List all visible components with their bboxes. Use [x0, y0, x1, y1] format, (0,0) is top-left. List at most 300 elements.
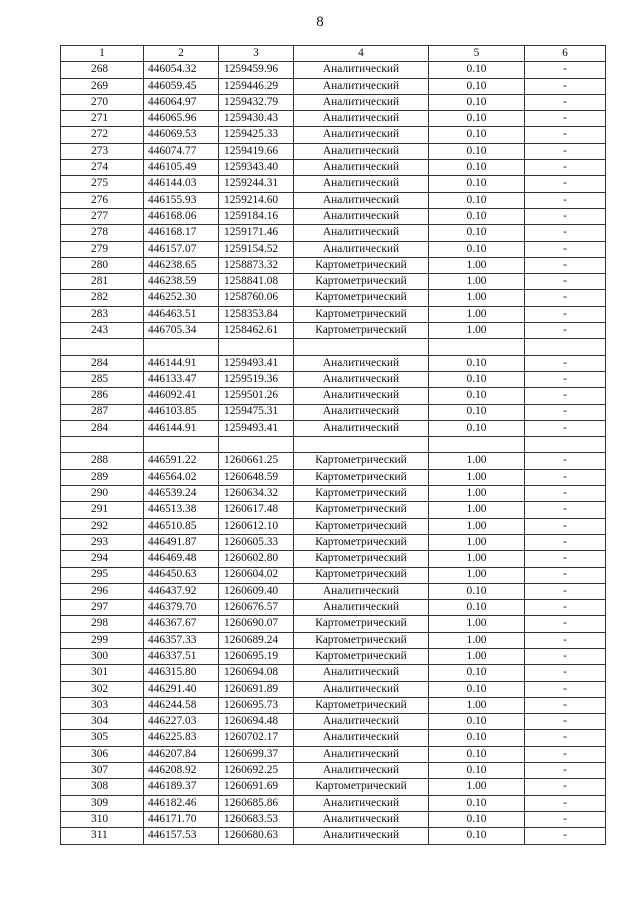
- y-coordinate-cell: [219, 339, 294, 355]
- y-coordinate-cell: 1258841.08: [219, 274, 294, 290]
- point-number-cell: 284: [61, 355, 144, 371]
- accuracy-cell: 1.00: [429, 567, 525, 583]
- header-cell: 5: [429, 46, 525, 62]
- y-coordinate-cell: 1260694.48: [219, 714, 294, 730]
- x-coordinate-cell: 446513.38: [144, 502, 219, 518]
- table-row: [61, 306, 606, 322]
- method-cell: Аналитический: [294, 78, 429, 94]
- method-cell: Аналитический: [294, 828, 429, 844]
- accuracy-cell: 0.10: [429, 420, 525, 436]
- x-coordinate-cell: 446144.03: [144, 176, 219, 192]
- point-number-cell: 268: [61, 62, 144, 78]
- y-coordinate-cell: 1259214.60: [219, 192, 294, 208]
- extra-cell: -: [525, 404, 606, 420]
- table-row: [61, 371, 606, 387]
- method-cell: Картометрический: [294, 502, 429, 518]
- extra-cell: -: [525, 94, 606, 110]
- method-cell: Аналитический: [294, 730, 429, 746]
- method-cell: Аналитический: [294, 208, 429, 224]
- x-coordinate-cell: 446463.51: [144, 306, 219, 322]
- x-coordinate-cell: 446182.46: [144, 795, 219, 811]
- table-row: [61, 241, 606, 257]
- extra-cell: [525, 339, 606, 355]
- x-coordinate-cell: 446103.85: [144, 404, 219, 420]
- y-coordinate-cell: 1260699.37: [219, 746, 294, 762]
- point-number-cell: 298: [61, 616, 144, 632]
- accuracy-cell: 1.00: [429, 551, 525, 567]
- extra-cell: -: [525, 697, 606, 713]
- accuracy-cell: 1.00: [429, 323, 525, 339]
- table-body: [61, 46, 606, 845]
- y-coordinate-cell: 1260692.25: [219, 763, 294, 779]
- extra-cell: -: [525, 779, 606, 795]
- method-cell: Картометрический: [294, 274, 429, 290]
- accuracy-cell: 0.10: [429, 143, 525, 159]
- table-row: [61, 714, 606, 730]
- method-cell: Аналитический: [294, 811, 429, 827]
- accuracy-cell: 0.10: [429, 795, 525, 811]
- accuracy-cell: 1.00: [429, 697, 525, 713]
- point-number-cell: 307: [61, 763, 144, 779]
- table-row: [61, 62, 606, 78]
- table-row: [61, 111, 606, 127]
- header-cell: 1: [61, 46, 144, 62]
- y-coordinate-cell: 1260689.24: [219, 632, 294, 648]
- accuracy-cell: 0.10: [429, 746, 525, 762]
- y-coordinate-cell: [219, 437, 294, 453]
- header-cell: 2: [144, 46, 219, 62]
- accuracy-cell: 0.10: [429, 763, 525, 779]
- method-cell: Картометрический: [294, 779, 429, 795]
- y-coordinate-cell: 1260676.57: [219, 600, 294, 616]
- y-coordinate-cell: 1259154.52: [219, 241, 294, 257]
- table-row: [61, 779, 606, 795]
- extra-cell: -: [525, 453, 606, 469]
- extra-cell: -: [525, 388, 606, 404]
- method-cell: Аналитический: [294, 62, 429, 78]
- header-cell: 6: [525, 46, 606, 62]
- y-coordinate-cell: 1260661.25: [219, 453, 294, 469]
- point-number-cell: 303: [61, 697, 144, 713]
- extra-cell: -: [525, 486, 606, 502]
- accuracy-cell: [429, 339, 525, 355]
- x-coordinate-cell: 446491.87: [144, 534, 219, 550]
- table-row: [61, 811, 606, 827]
- method-cell: Аналитический: [294, 681, 429, 697]
- y-coordinate-cell: 1260691.89: [219, 681, 294, 697]
- accuracy-cell: 1.00: [429, 779, 525, 795]
- accuracy-cell: 0.10: [429, 665, 525, 681]
- y-coordinate-cell: 1258873.32: [219, 257, 294, 273]
- table-row: [61, 665, 606, 681]
- extra-cell: -: [525, 274, 606, 290]
- accuracy-cell: 1.00: [429, 502, 525, 518]
- method-cell: [294, 437, 429, 453]
- point-number-cell: 284: [61, 420, 144, 436]
- y-coordinate-cell: 1259519.36: [219, 371, 294, 387]
- accuracy-cell: 0.10: [429, 111, 525, 127]
- table-row: [61, 795, 606, 811]
- accuracy-cell: 1.00: [429, 534, 525, 550]
- x-coordinate-cell: 446225.83: [144, 730, 219, 746]
- table-row: [61, 388, 606, 404]
- x-coordinate-cell: 446469.48: [144, 551, 219, 567]
- table-row: [61, 502, 606, 518]
- y-coordinate-cell: 1259244.31: [219, 176, 294, 192]
- y-coordinate-cell: 1260617.48: [219, 502, 294, 518]
- y-coordinate-cell: 1260683.53: [219, 811, 294, 827]
- point-number-cell: 295: [61, 567, 144, 583]
- accuracy-cell: 1.00: [429, 306, 525, 322]
- table-row: [61, 828, 606, 844]
- y-coordinate-cell: 1260695.73: [219, 697, 294, 713]
- x-coordinate-cell: 446133.47: [144, 371, 219, 387]
- method-cell: Картометрический: [294, 648, 429, 664]
- table-row: [61, 469, 606, 485]
- point-number-cell: 275: [61, 176, 144, 192]
- method-cell: Картометрический: [294, 551, 429, 567]
- accuracy-cell: 0.10: [429, 371, 525, 387]
- x-coordinate-cell: 446157.07: [144, 241, 219, 257]
- x-coordinate-cell: 446564.02: [144, 469, 219, 485]
- point-number-cell: 291: [61, 502, 144, 518]
- method-cell: Аналитический: [294, 714, 429, 730]
- method-cell: Аналитический: [294, 111, 429, 127]
- x-coordinate-cell: 446157.53: [144, 828, 219, 844]
- table-header-row: [61, 46, 606, 62]
- table-row: [61, 486, 606, 502]
- extra-cell: -: [525, 811, 606, 827]
- method-cell: Картометрический: [294, 290, 429, 306]
- extra-cell: -: [525, 355, 606, 371]
- extra-cell: -: [525, 551, 606, 567]
- method-cell: Картометрический: [294, 616, 429, 632]
- y-coordinate-cell: 1259343.40: [219, 160, 294, 176]
- point-number-cell: 300: [61, 648, 144, 664]
- accuracy-cell: 1.00: [429, 453, 525, 469]
- y-coordinate-cell: 1259419.66: [219, 143, 294, 159]
- method-cell: Аналитический: [294, 355, 429, 371]
- y-coordinate-cell: 1260680.63: [219, 828, 294, 844]
- method-cell: [294, 339, 429, 355]
- y-coordinate-cell: 1259430.43: [219, 111, 294, 127]
- extra-cell: -: [525, 241, 606, 257]
- y-coordinate-cell: 1260702.17: [219, 730, 294, 746]
- extra-cell: -: [525, 225, 606, 241]
- extra-cell: -: [525, 714, 606, 730]
- table-row: [61, 697, 606, 713]
- x-coordinate-cell: 446539.24: [144, 486, 219, 502]
- table-row: [61, 339, 606, 355]
- x-coordinate-cell: [144, 339, 219, 355]
- x-coordinate-cell: 446064.97: [144, 94, 219, 110]
- extra-cell: -: [525, 371, 606, 387]
- accuracy-cell: 1.00: [429, 290, 525, 306]
- table-row: [61, 143, 606, 159]
- y-coordinate-cell: 1260604.02: [219, 567, 294, 583]
- x-coordinate-cell: [144, 437, 219, 453]
- table-row: [61, 518, 606, 534]
- accuracy-cell: 0.10: [429, 127, 525, 143]
- x-coordinate-cell: 446171.70: [144, 811, 219, 827]
- x-coordinate-cell: 446379.70: [144, 600, 219, 616]
- y-coordinate-cell: 1258760.06: [219, 290, 294, 306]
- table-row: [61, 192, 606, 208]
- accuracy-cell: 1.00: [429, 518, 525, 534]
- y-coordinate-cell: 1260694.08: [219, 665, 294, 681]
- accuracy-cell: 0.10: [429, 62, 525, 78]
- header-cell: 4: [294, 46, 429, 62]
- table-row: [61, 437, 606, 453]
- point-number-cell: 274: [61, 160, 144, 176]
- accuracy-cell: 0.10: [429, 404, 525, 420]
- method-cell: Картометрический: [294, 469, 429, 485]
- point-number-cell: 271: [61, 111, 144, 127]
- point-number-cell: 301: [61, 665, 144, 681]
- extra-cell: -: [525, 290, 606, 306]
- extra-cell: -: [525, 828, 606, 844]
- table-row: [61, 551, 606, 567]
- extra-cell: -: [525, 78, 606, 94]
- point-number-cell: 296: [61, 583, 144, 599]
- table-row: [61, 763, 606, 779]
- y-coordinate-cell: 1260605.33: [219, 534, 294, 550]
- point-number-cell: 306: [61, 746, 144, 762]
- extra-cell: -: [525, 420, 606, 436]
- x-coordinate-cell: 446705.34: [144, 323, 219, 339]
- accuracy-cell: [429, 437, 525, 453]
- table-row: [61, 534, 606, 550]
- y-coordinate-cell: 1259184.16: [219, 208, 294, 224]
- y-coordinate-cell: 1260690.07: [219, 616, 294, 632]
- method-cell: Аналитический: [294, 192, 429, 208]
- method-cell: Аналитический: [294, 371, 429, 387]
- extra-cell: -: [525, 567, 606, 583]
- accuracy-cell: 0.10: [429, 828, 525, 844]
- table-row: [61, 208, 606, 224]
- point-number-cell: 279: [61, 241, 144, 257]
- x-coordinate-cell: 446291.40: [144, 681, 219, 697]
- y-coordinate-cell: 1259459.96: [219, 62, 294, 78]
- method-cell: Картометрический: [294, 697, 429, 713]
- extra-cell: -: [525, 632, 606, 648]
- point-number-cell: 243: [61, 323, 144, 339]
- accuracy-cell: 0.10: [429, 600, 525, 616]
- extra-cell: -: [525, 176, 606, 192]
- method-cell: Аналитический: [294, 176, 429, 192]
- method-cell: Картометрический: [294, 534, 429, 550]
- point-number-cell: 269: [61, 78, 144, 94]
- accuracy-cell: 1.00: [429, 274, 525, 290]
- table-row: [61, 583, 606, 599]
- extra-cell: -: [525, 763, 606, 779]
- extra-cell: -: [525, 127, 606, 143]
- x-coordinate-cell: 446450.63: [144, 567, 219, 583]
- accuracy-cell: 1.00: [429, 632, 525, 648]
- point-number-cell: 276: [61, 192, 144, 208]
- x-coordinate-cell: 446207.84: [144, 746, 219, 762]
- method-cell: Аналитический: [294, 127, 429, 143]
- point-number-cell: [61, 339, 144, 355]
- page-number: 8: [316, 14, 324, 30]
- method-cell: Аналитический: [294, 143, 429, 159]
- method-cell: Картометрический: [294, 567, 429, 583]
- y-coordinate-cell: 1259432.79: [219, 94, 294, 110]
- x-coordinate-cell: 446367.67: [144, 616, 219, 632]
- method-cell: Картометрический: [294, 486, 429, 502]
- method-cell: Картометрический: [294, 453, 429, 469]
- extra-cell: -: [525, 665, 606, 681]
- table-row: [61, 404, 606, 420]
- point-number-cell: 278: [61, 225, 144, 241]
- point-number-cell: 311: [61, 828, 144, 844]
- extra-cell: -: [525, 257, 606, 273]
- point-number-cell: 283: [61, 306, 144, 322]
- method-cell: Аналитический: [294, 600, 429, 616]
- extra-cell: -: [525, 681, 606, 697]
- table-row: [61, 730, 606, 746]
- x-coordinate-cell: 446105.49: [144, 160, 219, 176]
- x-coordinate-cell: 446337.51: [144, 648, 219, 664]
- x-coordinate-cell: 446065.96: [144, 111, 219, 127]
- method-cell: Аналитический: [294, 420, 429, 436]
- accuracy-cell: 0.10: [429, 78, 525, 94]
- extra-cell: -: [525, 616, 606, 632]
- point-number-cell: 299: [61, 632, 144, 648]
- accuracy-cell: 1.00: [429, 469, 525, 485]
- point-number-cell: 281: [61, 274, 144, 290]
- x-coordinate-cell: 446189.37: [144, 779, 219, 795]
- x-coordinate-cell: 446252.30: [144, 290, 219, 306]
- y-coordinate-cell: 1258462.61: [219, 323, 294, 339]
- method-cell: Аналитический: [294, 583, 429, 599]
- point-number-cell: 308: [61, 779, 144, 795]
- table-row: [61, 453, 606, 469]
- table-row: [61, 127, 606, 143]
- method-cell: Аналитический: [294, 241, 429, 257]
- table-row: [61, 257, 606, 273]
- point-number-cell: 309: [61, 795, 144, 811]
- y-coordinate-cell: 1259501.26: [219, 388, 294, 404]
- accuracy-cell: 0.10: [429, 730, 525, 746]
- table-row: [61, 420, 606, 436]
- y-coordinate-cell: 1260634.32: [219, 486, 294, 502]
- extra-cell: -: [525, 323, 606, 339]
- x-coordinate-cell: 446144.91: [144, 420, 219, 436]
- y-coordinate-cell: 1259493.41: [219, 355, 294, 371]
- table-row: [61, 78, 606, 94]
- method-cell: Аналитический: [294, 763, 429, 779]
- table-row: [61, 290, 606, 306]
- accuracy-cell: 0.10: [429, 94, 525, 110]
- extra-cell: -: [525, 746, 606, 762]
- extra-cell: -: [525, 306, 606, 322]
- accuracy-cell: 1.00: [429, 486, 525, 502]
- method-cell: Аналитический: [294, 795, 429, 811]
- method-cell: Картометрический: [294, 518, 429, 534]
- table-row: [61, 632, 606, 648]
- point-number-cell: 273: [61, 143, 144, 159]
- accuracy-cell: 1.00: [429, 616, 525, 632]
- method-cell: Аналитический: [294, 388, 429, 404]
- point-number-cell: 289: [61, 469, 144, 485]
- table-row: [61, 355, 606, 371]
- point-number-cell: 282: [61, 290, 144, 306]
- table-row: [61, 616, 606, 632]
- accuracy-cell: 0.10: [429, 208, 525, 224]
- method-cell: Картометрический: [294, 323, 429, 339]
- x-coordinate-cell: 446315.80: [144, 665, 219, 681]
- y-coordinate-cell: 1259171.46: [219, 225, 294, 241]
- x-coordinate-cell: 446208.92: [144, 763, 219, 779]
- point-number-cell: 305: [61, 730, 144, 746]
- accuracy-cell: 0.10: [429, 388, 525, 404]
- x-coordinate-cell: 446238.65: [144, 257, 219, 273]
- y-coordinate-cell: 1258353.84: [219, 306, 294, 322]
- x-coordinate-cell: 446437.92: [144, 583, 219, 599]
- y-coordinate-cell: 1260612.10: [219, 518, 294, 534]
- point-number-cell: 290: [61, 486, 144, 502]
- method-cell: Аналитический: [294, 94, 429, 110]
- extra-cell: -: [525, 192, 606, 208]
- table-row: [61, 323, 606, 339]
- y-coordinate-cell: 1259475.31: [219, 404, 294, 420]
- x-coordinate-cell: 446054.32: [144, 62, 219, 78]
- x-coordinate-cell: 446591.22: [144, 453, 219, 469]
- table-row: [61, 681, 606, 697]
- extra-cell: -: [525, 208, 606, 224]
- coordinates-table: [60, 45, 606, 845]
- extra-cell: -: [525, 648, 606, 664]
- extra-cell: -: [525, 62, 606, 78]
- accuracy-cell: 0.10: [429, 176, 525, 192]
- accuracy-cell: 0.10: [429, 225, 525, 241]
- y-coordinate-cell: 1260609.40: [219, 583, 294, 599]
- table-row: [61, 567, 606, 583]
- point-number-cell: 285: [61, 371, 144, 387]
- method-cell: Аналитический: [294, 746, 429, 762]
- table-row: [61, 94, 606, 110]
- extra-cell: -: [525, 111, 606, 127]
- extra-cell: -: [525, 502, 606, 518]
- method-cell: Аналитический: [294, 160, 429, 176]
- accuracy-cell: 0.10: [429, 241, 525, 257]
- y-coordinate-cell: 1260648.59: [219, 469, 294, 485]
- point-number-cell: 277: [61, 208, 144, 224]
- header-cell: 3: [219, 46, 294, 62]
- point-number-cell: 297: [61, 600, 144, 616]
- x-coordinate-cell: 446357.33: [144, 632, 219, 648]
- x-coordinate-cell: 446238.59: [144, 274, 219, 290]
- table-row: [61, 160, 606, 176]
- extra-cell: [525, 437, 606, 453]
- method-cell: Картометрический: [294, 632, 429, 648]
- table-row: [61, 746, 606, 762]
- accuracy-cell: 0.10: [429, 583, 525, 599]
- y-coordinate-cell: 1259425.33: [219, 127, 294, 143]
- point-number-cell: 288: [61, 453, 144, 469]
- accuracy-cell: 1.00: [429, 257, 525, 273]
- accuracy-cell: 0.10: [429, 192, 525, 208]
- y-coordinate-cell: 1259493.41: [219, 420, 294, 436]
- x-coordinate-cell: 446074.77: [144, 143, 219, 159]
- method-cell: Аналитический: [294, 225, 429, 241]
- accuracy-cell: 0.10: [429, 681, 525, 697]
- method-cell: Аналитический: [294, 404, 429, 420]
- x-coordinate-cell: 446144.91: [144, 355, 219, 371]
- method-cell: Аналитический: [294, 665, 429, 681]
- x-coordinate-cell: 446168.17: [144, 225, 219, 241]
